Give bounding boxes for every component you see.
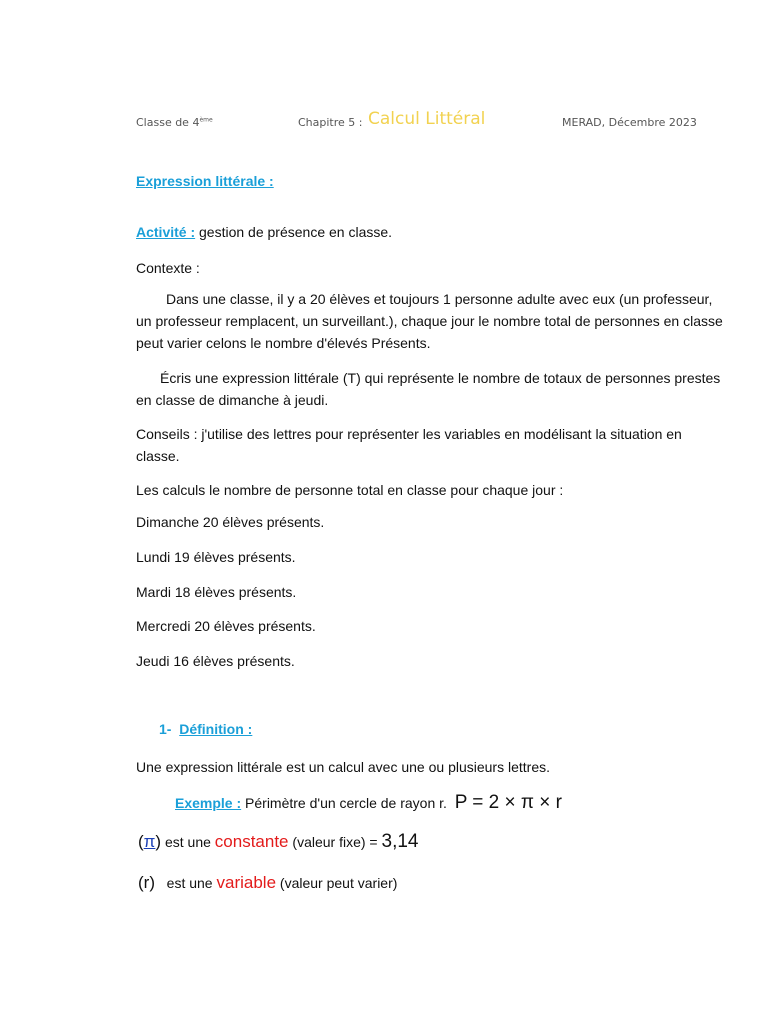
pi-text-before: est une [161, 834, 215, 850]
definition-heading: Définition : [179, 721, 253, 737]
pi-line [138, 831, 418, 853]
example-label: Exemple : [175, 795, 242, 811]
example-text: Périmètre d'un cercle de rayon r. [245, 795, 447, 811]
activity-text: gestion de présence en classe. [195, 224, 393, 240]
activity-label: Activité : [136, 224, 196, 240]
pi-symbol: π [143, 832, 156, 851]
class-label-sup: ème [199, 116, 213, 124]
example-line [175, 792, 562, 814]
chapter-title: Calcul Littéral [368, 109, 486, 129]
r-symbol: (r) [138, 873, 155, 892]
day-line-sunday: Dimanche 20 élèves présents. [136, 514, 325, 530]
context-paragraph-2: Écris une expression littérale (T) qui représente le nombre de totaux de personnes prestes en classe de dimanche à jeudi. [136, 370, 721, 408]
variable-keyword: variable [216, 873, 277, 892]
perimeter-formula: P = 2 × π × r [454, 792, 562, 813]
day-line-thursday: Jeudi 16 élèves présents. [136, 653, 295, 669]
advice-paragraph: Conseils : j'utilise des lettres pour représenter les variables en modélisant la situation en classe. [136, 426, 682, 464]
calc-intro: Les calculs le nombre de personne total en classe pour chaque jour : [136, 482, 564, 498]
pi-text-after: (valeur fixe) = [288, 834, 382, 850]
activity-line [136, 221, 392, 243]
pi-open-paren: ( [138, 832, 144, 851]
constant-keyword: constante [214, 832, 289, 851]
class-label [136, 116, 213, 129]
context-label: Contexte : [136, 260, 200, 276]
pi-value: 3,14 [381, 831, 419, 852]
day-line-monday: Lundi 19 élèves présents. [136, 549, 296, 565]
r-text-before: est une [166, 875, 217, 891]
pi-close-paren: ) [155, 832, 162, 851]
day-line-wednesday: Mercredi 20 élèves présents. [136, 618, 316, 634]
definition-number: 1- [159, 721, 172, 737]
r-text-after: (valeur peut varier) [276, 875, 398, 891]
chapter-label: Chapitre 5 : [298, 116, 363, 129]
context-paragraph-1: Dans une classe, il y a 20 élèves et toujours 1 personne adulte avec eux (un professeur, un professeur remplacent, un surveillant.), chaque jour le nombre total de personnes en classe peut varier celons le nombre d'élevés Présents. [136, 291, 723, 351]
class-label-text: Classe de 4 [136, 116, 200, 129]
definition-text: Une expression littérale est un calcul avec une ou plusieurs lettres. [136, 759, 550, 775]
author-date: MERAD, Décembre 2023 [562, 116, 697, 129]
day-line-tuesday: Mardi 18 élèves présents. [136, 584, 297, 600]
r-line [138, 872, 397, 894]
definition-heading-line [159, 718, 252, 740]
section-heading-expression: Expression littérale : [136, 173, 274, 189]
